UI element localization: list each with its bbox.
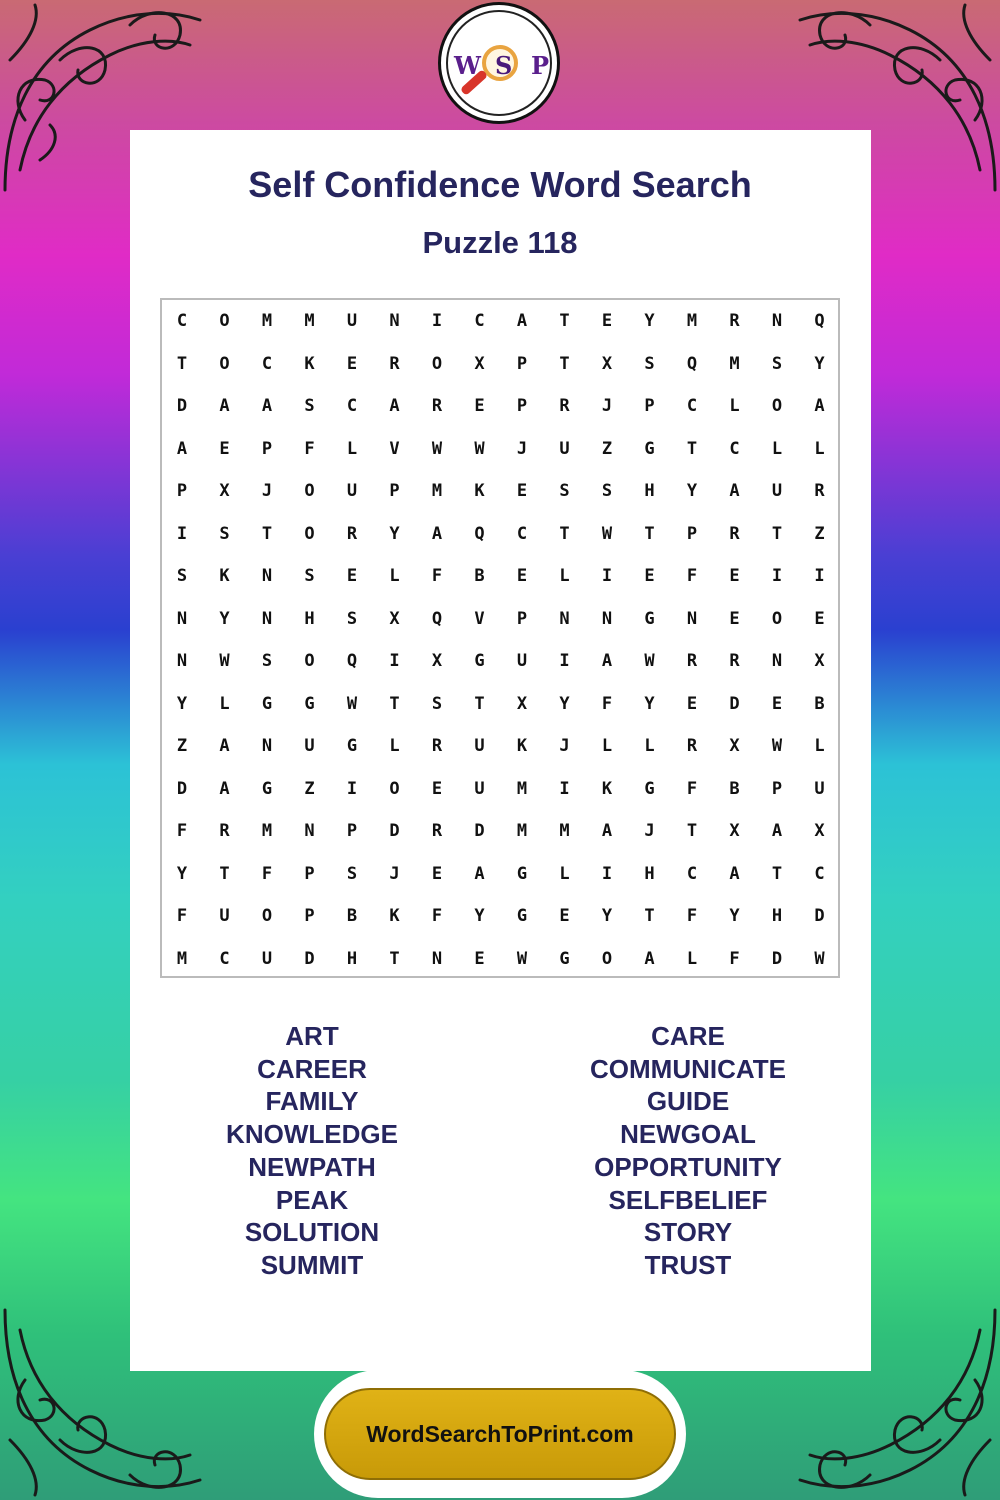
grid-cell: E [346, 353, 358, 374]
grid-cell: Y [644, 693, 655, 714]
grid-cell: R [729, 651, 740, 671]
grid-cell: D [729, 693, 740, 714]
grid-cell: S [771, 353, 783, 374]
grid-cell: D [176, 778, 188, 799]
grid-cell: P [516, 353, 528, 374]
grid-cell: E [431, 778, 443, 799]
grid-cell: F [686, 906, 698, 926]
word-list-item: SOLUTION [244, 1217, 380, 1248]
grid-cell: X [474, 353, 485, 374]
grid-cell: K [516, 736, 528, 756]
grid-cell: C [474, 311, 485, 331]
grid-cell: A [729, 863, 740, 884]
grid-cell: J [261, 481, 273, 501]
grid-cell: A [219, 778, 230, 799]
grid-cell: S [601, 481, 613, 501]
grid-cell: N [559, 608, 570, 629]
grid-cell: J [516, 438, 528, 459]
grid-cell: Z [176, 736, 188, 756]
grid-cell: L [771, 438, 783, 459]
grid-cell: P [516, 396, 528, 416]
grid-cell: T [559, 523, 570, 544]
grid-cell: G [516, 863, 528, 884]
grid-cell: T [389, 948, 400, 969]
grid-cell: U [219, 906, 230, 926]
grid-cell: A [601, 651, 613, 671]
grid-cell: E [516, 481, 528, 501]
grid-cell: E [644, 566, 655, 586]
grid-cell: F [729, 948, 740, 969]
grid-cell: E [474, 948, 485, 969]
grid-cell: H [771, 906, 783, 926]
grid-cell: X [601, 353, 613, 374]
grid-cell: R [219, 821, 230, 841]
grid-cell: Q [686, 353, 698, 374]
grid-cell: B [729, 778, 740, 799]
grid-cell: J [601, 396, 613, 416]
grid-cell: P [686, 523, 698, 544]
grid-cell: G [261, 693, 273, 714]
grid-cell: Y [176, 863, 188, 884]
grid-cell: C [686, 863, 698, 884]
grid-cell: P [304, 906, 315, 926]
grid-cell: R [729, 311, 740, 331]
grid-cell: D [304, 948, 315, 969]
grid-cell: A [814, 396, 825, 416]
grid-cell: U [304, 736, 315, 756]
grid-cell: V [474, 608, 485, 629]
grid-cell: T [219, 863, 230, 884]
grid-cell: C [176, 311, 188, 331]
grid-cell: P [176, 481, 188, 501]
grid-cell: T [686, 438, 698, 459]
grid-cell: O [431, 353, 443, 374]
grid-cell: U [814, 778, 825, 799]
logo-letter-p: P [531, 51, 550, 80]
grid-cell: J [389, 863, 400, 884]
grid-cell: N [771, 311, 783, 331]
grid-cell: C [219, 948, 230, 969]
grid-cell: L [644, 736, 655, 756]
grid-cell: C [686, 396, 698, 416]
grid-cell: G [644, 608, 655, 629]
grid-cell: T [389, 693, 400, 714]
grid-cell: T [686, 821, 698, 841]
grid-cell: A [644, 948, 655, 969]
grid-cell: T [559, 311, 570, 331]
grid-cell: S [304, 566, 315, 586]
grid-cell: P [261, 438, 273, 459]
grid-cell: M [304, 311, 315, 331]
grid-cell: P [771, 778, 783, 799]
grid-cell: N [389, 311, 400, 331]
grid-cell: H [644, 863, 655, 884]
grid-cell: O [219, 353, 230, 374]
grid-cell: I [559, 778, 570, 799]
grid-cell: Z [601, 438, 613, 459]
grid-cell: L [559, 566, 570, 586]
grid-cell: R [686, 736, 698, 756]
grid-cell: F [686, 778, 698, 799]
grid-cell: U [474, 778, 485, 799]
grid-cell: N [176, 651, 188, 671]
grid-cell: Y [474, 906, 485, 926]
grid-cell: U [346, 481, 358, 501]
grid-cell: G [346, 736, 358, 756]
grid-cell: O [261, 906, 273, 926]
grid-cell: K [389, 906, 400, 926]
grid-cell: A [219, 396, 230, 416]
grid-cell: N [304, 821, 315, 841]
grid-cell: F [601, 693, 613, 714]
grid-cell: W [516, 948, 528, 969]
grid-cell: I [176, 523, 188, 544]
grid-cell: B [814, 693, 825, 714]
grid-cell: Q [474, 523, 485, 544]
grid-cell: C [516, 523, 528, 544]
grid-cell: L [729, 396, 740, 416]
grid-cell: N [771, 651, 783, 671]
grid-cell: O [601, 948, 613, 969]
word-list-item: SUMMIT [260, 1249, 364, 1280]
grid-cell: R [431, 396, 443, 416]
grid-cell: I [559, 651, 570, 671]
grid-cell: U [559, 438, 570, 459]
grid-cell: S [431, 693, 443, 714]
grid-cell: T [261, 523, 273, 544]
grid-cell: G [474, 651, 485, 671]
grid-cell: D [814, 906, 825, 926]
grid-cell: Q [346, 651, 358, 671]
grid-cell: E [474, 396, 485, 416]
grid-cell: A [261, 396, 273, 416]
grid-cell: L [559, 863, 570, 884]
grid-cell: U [346, 311, 358, 331]
grid-cell: R [559, 396, 570, 416]
logo-letter-s: S [495, 51, 513, 80]
word-list-item: COMMUNICATE [590, 1053, 786, 1084]
grid-cell: U [261, 948, 273, 969]
grid-cell: E [814, 608, 825, 629]
page-title: Self Confidence Word Search [248, 164, 752, 205]
grid-cell: L [601, 736, 613, 756]
grid-cell: A [431, 523, 443, 544]
word-list-item: FAMILY [265, 1086, 359, 1117]
grid-cell: Z [304, 778, 315, 799]
grid-cell: O [771, 608, 783, 629]
grid-cell: A [389, 396, 400, 416]
grid-cell: I [346, 778, 358, 799]
grid-cell: T [559, 353, 570, 374]
grid-cell: C [729, 438, 740, 459]
logo-letter-w: W [454, 51, 481, 80]
word-list-item: TRUST [644, 1249, 732, 1280]
grid-cell: T [771, 523, 783, 544]
grid-cell: R [389, 353, 400, 374]
grid-cell: B [474, 566, 485, 586]
word-list-left [162, 1020, 462, 1282]
grid-cell: N [176, 608, 188, 629]
grid-cell: A [771, 821, 783, 841]
grid-cell: N [261, 736, 273, 756]
grid-cell: H [346, 948, 358, 969]
grid-cell: L [814, 438, 825, 459]
grid-cell: N [261, 566, 273, 586]
grid-cell: A [474, 863, 485, 884]
grid-cell: R [729, 523, 740, 544]
puzzle-number: Puzzle 118 [422, 225, 578, 260]
grid-cell: X [729, 821, 740, 841]
grid-cell: E [601, 311, 613, 331]
grid-cell: X [389, 608, 400, 629]
grid-cell: J [559, 736, 570, 756]
grid-cell: N [431, 948, 443, 969]
grid-cell: W [474, 438, 485, 459]
grid-cell: Y [219, 608, 230, 629]
grid-cell: T [176, 353, 188, 374]
grid-cell: M [516, 778, 528, 799]
grid-cell: E [431, 863, 443, 884]
grid-cell: G [644, 778, 655, 799]
word-list-item: SELFBELIEF [608, 1184, 768, 1215]
grid-cell: W [644, 651, 655, 671]
grid-cell: D [474, 821, 485, 841]
grid-cell: P [389, 481, 400, 501]
grid-cell: X [219, 481, 230, 501]
grid-cell: Y [814, 353, 825, 374]
grid-cell: E [516, 566, 528, 586]
grid-cell: Q [431, 608, 443, 629]
grid-cell: Y [559, 693, 570, 714]
grid-cell: A [516, 311, 528, 331]
grid-cell: X [729, 736, 740, 756]
grid-cell: T [771, 863, 783, 884]
grid-cell: P [304, 863, 315, 884]
grid-cell: S [559, 481, 570, 501]
word-list-item: CARE [651, 1021, 725, 1051]
grid-cell: R [346, 523, 358, 544]
grid-cell: W [601, 523, 613, 544]
grid-cell: N [261, 608, 273, 629]
grid-cell: H [304, 608, 315, 629]
word-list-item: CAREER [257, 1053, 367, 1084]
wsp-logo [438, 2, 560, 124]
grid-cell: I [601, 863, 613, 884]
grid-cell: S [346, 608, 358, 629]
grid-cell: X [516, 693, 528, 714]
grid-cell: F [261, 863, 273, 884]
grid-cell: F [176, 821, 188, 841]
grid-cell: W [771, 736, 783, 756]
grid-cell: K [219, 566, 230, 586]
grid-cell: Z [814, 523, 825, 544]
grid-cell: T [644, 906, 655, 926]
grid-cell: G [559, 948, 570, 969]
word-list-item: NEWGOAL [620, 1119, 756, 1150]
grid-cell: L [346, 438, 358, 459]
grid-cell: Q [814, 311, 825, 331]
grid-cell: F [176, 906, 188, 926]
grid-cell: J [644, 821, 655, 841]
grid-cell: D [389, 821, 400, 841]
grid-cell: I [771, 566, 783, 586]
word-list-item: OPPORTUNITY [594, 1151, 782, 1182]
grid-cell: O [389, 778, 400, 799]
grid-cell: K [304, 353, 315, 374]
grid-cell: A [176, 438, 188, 459]
word-list-right [538, 1020, 838, 1282]
grid-cell: H [644, 481, 655, 501]
grid-cell: M [686, 311, 698, 331]
grid-cell: U [771, 481, 783, 501]
grid-cell: M [176, 948, 188, 969]
grid-cell: U [516, 651, 528, 671]
grid-cell: R [431, 821, 443, 841]
grid-cell: G [304, 693, 315, 714]
grid-cell: I [601, 566, 613, 586]
grid-cell: L [686, 948, 698, 969]
grid-cell: T [644, 523, 655, 544]
letter-grid [160, 298, 840, 978]
grid-cell: O [304, 481, 315, 501]
grid-cell: E [771, 693, 783, 714]
grid-cell: A [601, 821, 613, 841]
grid-cell: M [559, 821, 570, 841]
grid-cell: W [431, 438, 443, 459]
word-list-item: GUIDE [646, 1086, 730, 1117]
grid-cell: K [601, 778, 613, 799]
grid-cell: E [559, 906, 570, 926]
grid-cell: M [261, 311, 273, 331]
grid-cell: O [219, 311, 230, 331]
grid-cell: W [346, 693, 358, 714]
grid-cell: C [814, 863, 825, 884]
grid-cell: M [431, 481, 443, 501]
word-list-item: ART [285, 1021, 339, 1051]
grid-cell: S [219, 523, 230, 544]
grid-cell: L [219, 693, 230, 714]
grid-cell: A [219, 736, 230, 756]
grid-cell: U [474, 736, 485, 756]
grid-cell: S [176, 566, 188, 586]
grid-cell: O [771, 396, 783, 416]
grid-cell: T [474, 693, 485, 714]
grid-cell: E [346, 566, 358, 586]
grid-cell: L [814, 736, 825, 756]
grid-cell: Y [389, 523, 400, 544]
grid-cell: M [516, 821, 528, 841]
grid-cell: M [729, 353, 740, 374]
grid-cell: O [304, 651, 315, 671]
grid-cell: F [304, 438, 315, 459]
grid-cell: Y [601, 906, 613, 926]
grid-cell: E [219, 438, 230, 459]
grid-cell: I [431, 311, 443, 331]
grid-cell: Y [644, 311, 655, 331]
grid-cell: K [474, 481, 485, 501]
grid-cell: S [304, 396, 315, 416]
grid-cell: F [686, 566, 698, 586]
website-link[interactable]: WordSearchToPrint.com [324, 1388, 676, 1480]
grid-cell: R [431, 736, 443, 756]
grid-cell: E [686, 693, 698, 714]
grid-cell: N [686, 608, 698, 629]
grid-cell: I [814, 566, 825, 586]
grid-cell: P [516, 608, 528, 629]
grid-cell: X [431, 651, 443, 671]
grid-cell: S [261, 651, 273, 671]
grid-cell: Y [729, 906, 740, 926]
grid-cell: L [389, 566, 400, 586]
grid-cell: Y [176, 693, 188, 714]
grid-cell: C [261, 353, 273, 374]
grid-cell: F [431, 906, 443, 926]
grid-cell: S [346, 863, 358, 884]
grid-cell: M [261, 821, 273, 841]
grid-cell: R [814, 481, 825, 501]
grid-cell: G [261, 778, 273, 799]
grid-cell: Y [686, 481, 698, 501]
grid-cell: R [686, 651, 698, 671]
grid-cell: D [176, 396, 188, 416]
grid-cell: E [729, 608, 740, 629]
grid-cell: V [389, 438, 400, 459]
grid-cell: N [601, 608, 613, 629]
grid-cell: O [304, 523, 315, 544]
grid-cell: B [346, 906, 358, 926]
grid-cell: G [644, 438, 655, 459]
grid-cell: P [644, 396, 655, 416]
grid-cell: D [771, 948, 783, 969]
word-list-item: PEAK [275, 1184, 349, 1215]
grid-cell: W [219, 651, 230, 671]
grid-cell: P [346, 821, 358, 841]
grid-cell: C [346, 396, 358, 416]
grid-cell: W [814, 948, 825, 969]
word-list-item: KNOWLEDGE [226, 1119, 398, 1150]
grid-cell: G [516, 906, 528, 926]
grid-cell: X [814, 651, 825, 671]
grid-cell: L [389, 736, 400, 756]
word-list-item: STORY [643, 1217, 733, 1248]
grid-cell: E [729, 566, 740, 586]
grid-cell: A [729, 481, 740, 501]
grid-cell: X [814, 821, 825, 841]
grid-cell: F [431, 566, 443, 586]
grid-cell: S [644, 353, 655, 374]
grid-cell: I [389, 651, 400, 671]
word-list-item: NEWPATH [248, 1151, 376, 1182]
